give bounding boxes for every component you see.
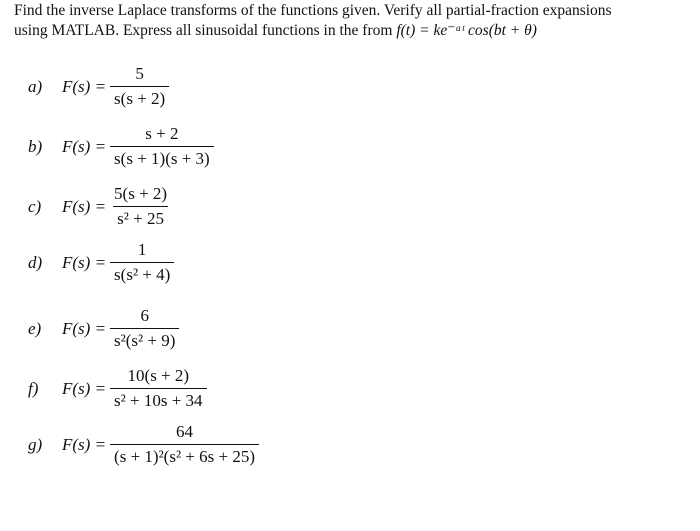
fraction-numerator: 64 — [176, 422, 194, 441]
fraction — [110, 64, 169, 109]
instructions-line-2 — [14, 21, 694, 41]
problem-lhs: F(s) = — [62, 434, 107, 454]
problem-lhs: F(s) = — [62, 136, 107, 156]
problem-label: d) — [28, 252, 43, 272]
problem-lhs: F(s) = — [62, 76, 107, 96]
instructions-paragraph — [14, 1, 694, 41]
fraction — [110, 184, 171, 229]
problem-lhs: F(s) = — [62, 318, 107, 338]
fraction — [110, 366, 207, 411]
problem-g — [28, 422, 259, 467]
fraction-numerator: 6 — [140, 306, 149, 325]
problem-lhs: F(s) = — [62, 378, 107, 398]
problem-b — [28, 124, 214, 169]
fraction — [110, 306, 179, 351]
problem-label: b) — [28, 136, 43, 156]
fraction-denominator: s² + 25 — [113, 206, 168, 229]
problem-label: f) — [28, 378, 39, 398]
instructions-line-2-text: using MATLAB. Express all sinusoidal functions in the from — [14, 22, 393, 39]
instructions-line-1: Find the inverse Laplace transforms of the functions given. Verify all partial-fraction expansions — [14, 2, 612, 19]
problem-label: c) — [28, 196, 42, 216]
fraction-numerator: 1 — [137, 240, 147, 259]
problem-d — [28, 240, 174, 285]
problem-e — [28, 306, 179, 351]
problem-f — [28, 366, 207, 411]
fraction — [110, 240, 174, 285]
problem-c — [28, 184, 171, 229]
fraction-denominator: s(s + 1)(s + 3) — [110, 146, 214, 169]
fraction-numerator: 5 — [135, 64, 144, 83]
problem-a — [28, 64, 169, 109]
problem-label: g) — [28, 434, 43, 454]
problem-label: a) — [28, 76, 43, 96]
fraction — [110, 124, 214, 169]
fraction-denominator: (s + 1)²(s² + 6s + 25) — [110, 444, 259, 467]
fraction-denominator: s(s + 2) — [110, 86, 169, 109]
fraction-numerator: 10(s + 2) — [127, 366, 190, 385]
fraction-numerator: s + 2 — [145, 124, 179, 143]
fraction — [110, 422, 259, 467]
fraction-denominator: s² + 10s + 34 — [110, 388, 207, 411]
problem-lhs: F(s) = — [62, 196, 107, 216]
problem-lhs: F(s) = — [62, 252, 107, 272]
problem-label: e) — [28, 318, 42, 338]
fraction-denominator: s(s² + 4) — [110, 262, 174, 285]
fraction-numerator: 5(s + 2) — [114, 184, 168, 203]
sinusoid-form-formula: f(t) = ke⁻ᵃᵗ cos(bt + θ) — [396, 22, 537, 39]
fraction-denominator: s²(s² + 9) — [110, 328, 179, 351]
